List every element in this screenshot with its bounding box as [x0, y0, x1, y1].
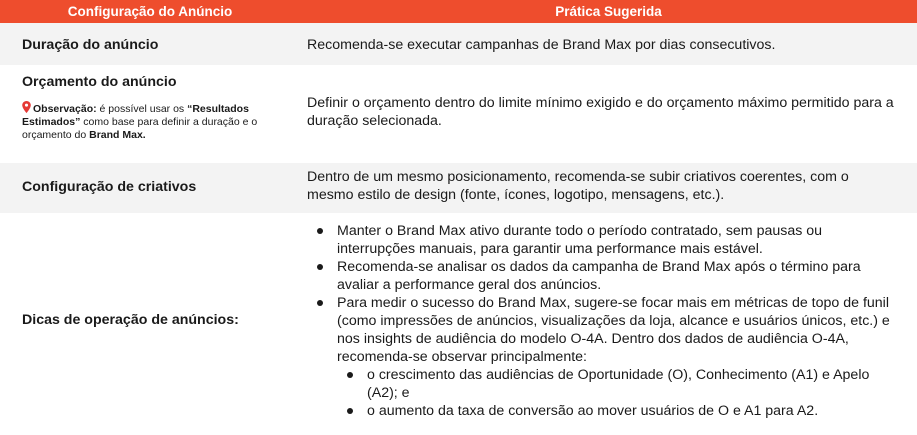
table-row-tips: [0, 213, 917, 435]
note-text-2: como base para definir a duração e o orçamento do: [22, 116, 258, 141]
tips-sublist: [337, 366, 892, 420]
row-label-duration: Duração do anúncio: [22, 37, 159, 53]
row-label-creatives: Configuração de criativos: [22, 179, 197, 195]
row-label-tips: Dicas de operação de anúncios:: [22, 312, 239, 328]
list-item: [307, 294, 892, 420]
row-text-duration: Recomenda-se executar campanhas de Brand Max por dias consecutivos.: [307, 37, 776, 53]
row-text-creatives: Dentro de um mesmo posicionamento, recomenda-se subir criativos coerentes, com o mesmo estilo de design (fonte, ícones, logotipo, mensagens, etc.).: [307, 169, 849, 203]
header-practice-column: Prática Sugerida: [555, 4, 662, 19]
sublist-item: o crescimento das audiências de Oportunidade (O), Conhecimento (A1) e Apelo (A2); e: [337, 366, 892, 402]
table-row-creatives: [0, 163, 917, 213]
list-item: Recomenda-se analisar os dados da campanha de Brand Max após o término para avaliar a performance geral dos anúncios.: [307, 258, 892, 294]
pin-icon: [22, 101, 31, 113]
list-item: Manter o Brand Max ativo durante todo o período contratado, sem pausas ou interrupções manuais, para garantir uma performance mais estável.: [307, 222, 892, 258]
tips-list: [307, 222, 892, 420]
budget-note: [22, 101, 284, 142]
tips-content: [307, 222, 892, 420]
table-row-duration: [0, 23, 917, 65]
row-label-block-budget: [22, 73, 284, 142]
sublist-item: o aumento da taxa de conversão ao mover usuários de O e A1 para A2.: [337, 402, 892, 420]
note-prefix: Observação:: [33, 103, 97, 115]
note-text-1: é possível usar os: [96, 103, 188, 115]
table-row-budget: [0, 65, 917, 163]
header-config-column: Configuração do Anúncio: [67, 4, 233, 19]
note-bold-1: “Resultados Estimados”: [22, 103, 249, 128]
row-text-budget: Definir o orçamento dentro do limite mínimo exigido e do orçamento máximo permitido para a duração selecionada.: [307, 95, 894, 129]
list-item-text: Para medir o sucesso do Brand Max, sugere-se focar mais em métricas de topo de funil (como impressões de anúncios, visualizações da loja, alcance e usuários únicos, etc.) e nos insights de audiência do modelo O-4A. Dentro dos dados de audiência O-4A, recomenda-se observar principalmente:: [337, 295, 890, 365]
note-bold-2: Brand Max.: [89, 129, 146, 141]
table-header: [0, 0, 917, 23]
row-label-budget: Orçamento do anúncio: [22, 74, 177, 90]
